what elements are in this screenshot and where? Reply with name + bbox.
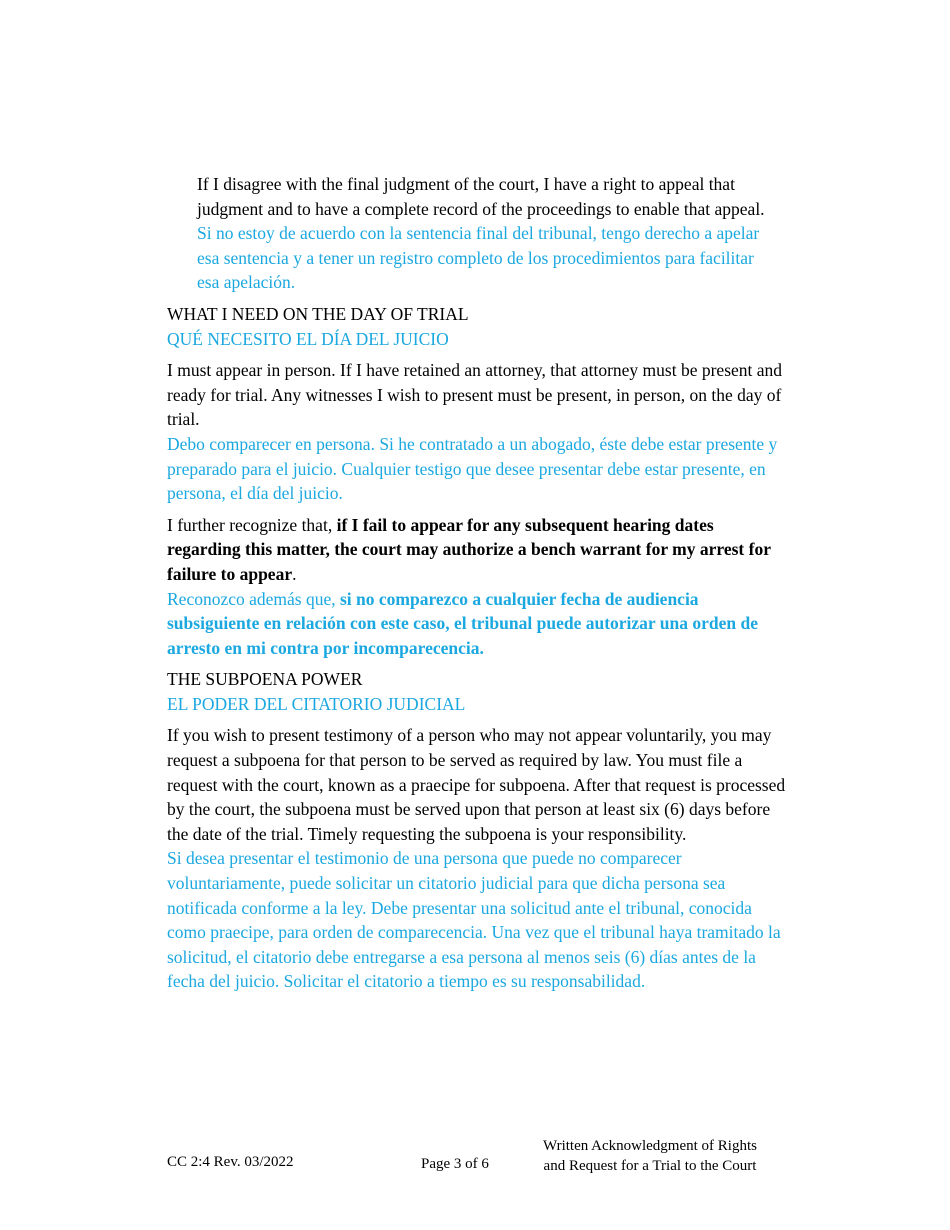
trial-day-text-en: I must appear in person. If I have retained an attorney, that attorney must be present and ready for trial. Any witnesses I wish to present must be present, in person, on the day of trial.	[167, 360, 783, 430]
warrant-es-bold: si no comparezco a cualquier fecha de audiencia subsiguiente en relación con este caso, el tribunal puede autorizar una orden de arresto en mi contra por incomparecencia.	[167, 588, 758, 658]
warrant-es-prefix: Reconozco además que,	[167, 588, 340, 609]
footer-form-id: CC 2:4 Rev. 03/2022	[167, 1154, 294, 1170]
subpoena-section	[167, 723, 787, 994]
footer-title-line2: and Request for a Trial to the Court	[543, 1157, 757, 1174]
warrant-en-prefix: I further recognize that,	[167, 514, 337, 535]
footer-page-number: Page 3 of 6	[421, 1156, 489, 1172]
warrant-en-suffix: .	[292, 563, 297, 584]
subpoena-heading-en: THE SUBPOENA POWER	[167, 669, 363, 690]
footer-title-line1: Written Acknowledgment of Rights	[543, 1138, 757, 1154]
subpoena-text-es: Si desea presentar el testimonio de una persona que puede no comparecer voluntariamente, puede solicitar un citatorio judicial para que dicha persona sea notificada conforme a la ley. Debe presentar una solicitud ante el tribunal, conocida como praecipe, para orden de comparecencia. Una vez que el tribunal haya tramitado la solicitud, el citatorio debe entregarse a esa persona al menos seis (6) días antes de la fecha del juicio. Solicitar el citatorio a tiempo es su responsabilidad.	[167, 848, 781, 992]
appeal-text-en: If I disagree with the final judgment of the court, I have a right to appeal that judgment and to have a complete record of the proceedings to enable that appeal.	[197, 174, 765, 219]
trial-day-heading-es: QUÉ NECESITO EL DÍA DEL JUICIO	[167, 328, 449, 349]
warrant-section	[167, 513, 787, 661]
footer-form-title	[530, 1137, 770, 1176]
trial-day-heading-en: WHAT I NEED ON THE DAY OF TRIAL	[167, 303, 469, 324]
trial-day-headings	[167, 302, 787, 351]
subpoena-text-en: If you wish to present testimony of a person who may not appear voluntarily, you may request a subpoena for that person to be served as required by law. You must file a request with the court, known as a praecipe for subpoena. After that request is processed by the court, the subpoena must be served upon that person at least six (6) days before the date of the trial. Timely requesting the subpoena is your responsibility.	[167, 725, 786, 844]
warrant-text-en	[167, 513, 787, 587]
page-content	[167, 172, 787, 1001]
subpoena-heading-es: EL PODER DEL CITATORIO JUDICIAL	[167, 693, 466, 714]
warrant-text-es	[167, 587, 787, 661]
trial-day-text-es: Debo comparecer en persona. Si he contratado a un abogado, éste debe estar presente y preparado para el juicio. Cualquier testigo que desee presentar debe estar presente, en persona, el día del juicio.	[167, 433, 778, 504]
trial-day-section	[167, 358, 787, 506]
subpoena-headings	[167, 667, 787, 716]
appeal-section	[167, 172, 777, 295]
warrant-en-bold: if I fail to appear for any subsequent hearing dates regarding this matter, the court may authorize a bench warrant for my arrest for failure to appear	[167, 514, 771, 584]
appeal-text-es: Si no estoy de acuerdo con la sentencia final del tribunal, tengo derecho a apelar esa sentencia y a tener un registro completo de los procedimientos para facilitar esa apelación.	[197, 223, 760, 293]
